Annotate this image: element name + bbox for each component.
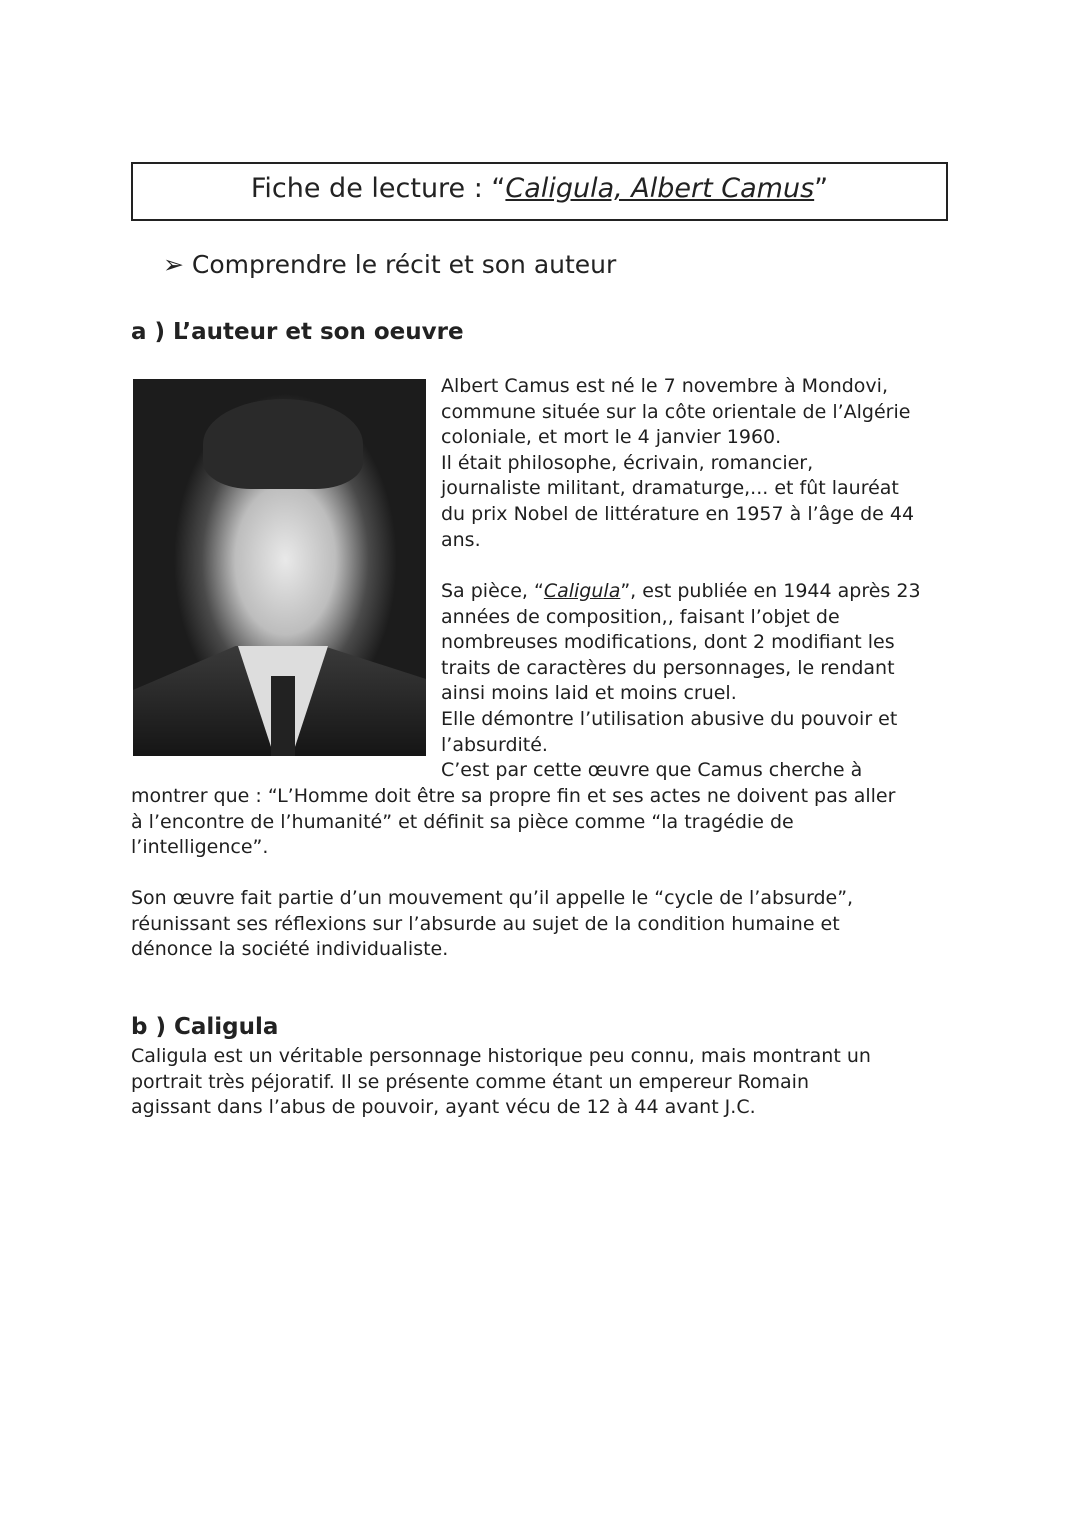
text-line: Il était philosophe, écrivain, romancier, <box>441 451 814 474</box>
text-line <box>441 579 921 605</box>
text-line: agissant dans l’abus de pouvoir, ayant vécu de 12 à 44 avant J.C. <box>131 1096 756 1119</box>
text-line: C’est par cette œuvre que Camus cherche à <box>441 759 863 782</box>
text-line: ans. <box>441 528 481 551</box>
text-line: journaliste militant, dramaturge,... et fût lauréat <box>441 477 899 500</box>
title-box <box>131 162 948 221</box>
text-line: Albert Camus est né le 7 novembre à Mondovi, <box>441 375 888 397</box>
title-suffix: ” <box>814 173 829 204</box>
text-line: dénonce la société individualiste. <box>131 938 449 961</box>
text-line: l’intelligence”. <box>131 836 269 859</box>
text-line: Caligula est un véritable personnage historique peu connu, mais montrant un <box>131 1045 871 1067</box>
text-line: années de composition,, faisant l’objet de <box>441 605 840 628</box>
section-heading: ➢ Comprendre le récit et son auteur <box>163 250 617 279</box>
text-line: du prix Nobel de littérature en 1957 à l’âge de 44 <box>441 503 915 525</box>
title-emphasis: Caligula, Albert Camus <box>505 173 815 204</box>
text-line: à l’encontre de l’humanité” et définit sa pièce comme “la tragédie de <box>131 810 794 833</box>
text-line: montrer que : “L’Homme doit être sa propre fin et ses actes ne doivent pas aller <box>131 785 896 807</box>
text-span: Sa pièce, “ <box>441 580 544 602</box>
title-prefix: Fiche de lecture : “ <box>250 173 506 204</box>
play-title-emphasis: Caligula <box>543 580 621 602</box>
text-line: commune située sur la côte orientale de l’Algérie <box>441 400 911 423</box>
text-span: ”, est publiée en 1944 après 23 <box>620 580 921 602</box>
text-line: Elle démontre l’utilisation abusive du pouvoir et <box>441 708 898 730</box>
heading-part-a: a ) L’auteur et son oeuvre <box>131 319 464 345</box>
text-line: nombreuses modifications, dont 2 modifiant les <box>441 631 895 654</box>
text-line: l’absurdité. <box>441 733 548 756</box>
text-line: ainsi moins laid et moins cruel. <box>441 682 737 705</box>
text-line: réunissant ses réflexions sur l’absurde au sujet de la condition humaine et <box>131 912 840 935</box>
text-line: traits de caractères du personnages, le rendant <box>441 656 895 679</box>
document-title <box>133 173 946 204</box>
text-line: portrait très péjoratif. Il se présente comme étant un empereur Romain <box>131 1070 809 1093</box>
author-photo <box>133 379 426 756</box>
text-line: Son œuvre fait partie d’un mouvement qu’il appelle le “cycle de l’absurde”, <box>131 887 854 909</box>
heading-part-b: b ) Caligula <box>131 1014 279 1040</box>
text-line: coloniale, et mort le 4 janvier 1960. <box>441 426 782 449</box>
